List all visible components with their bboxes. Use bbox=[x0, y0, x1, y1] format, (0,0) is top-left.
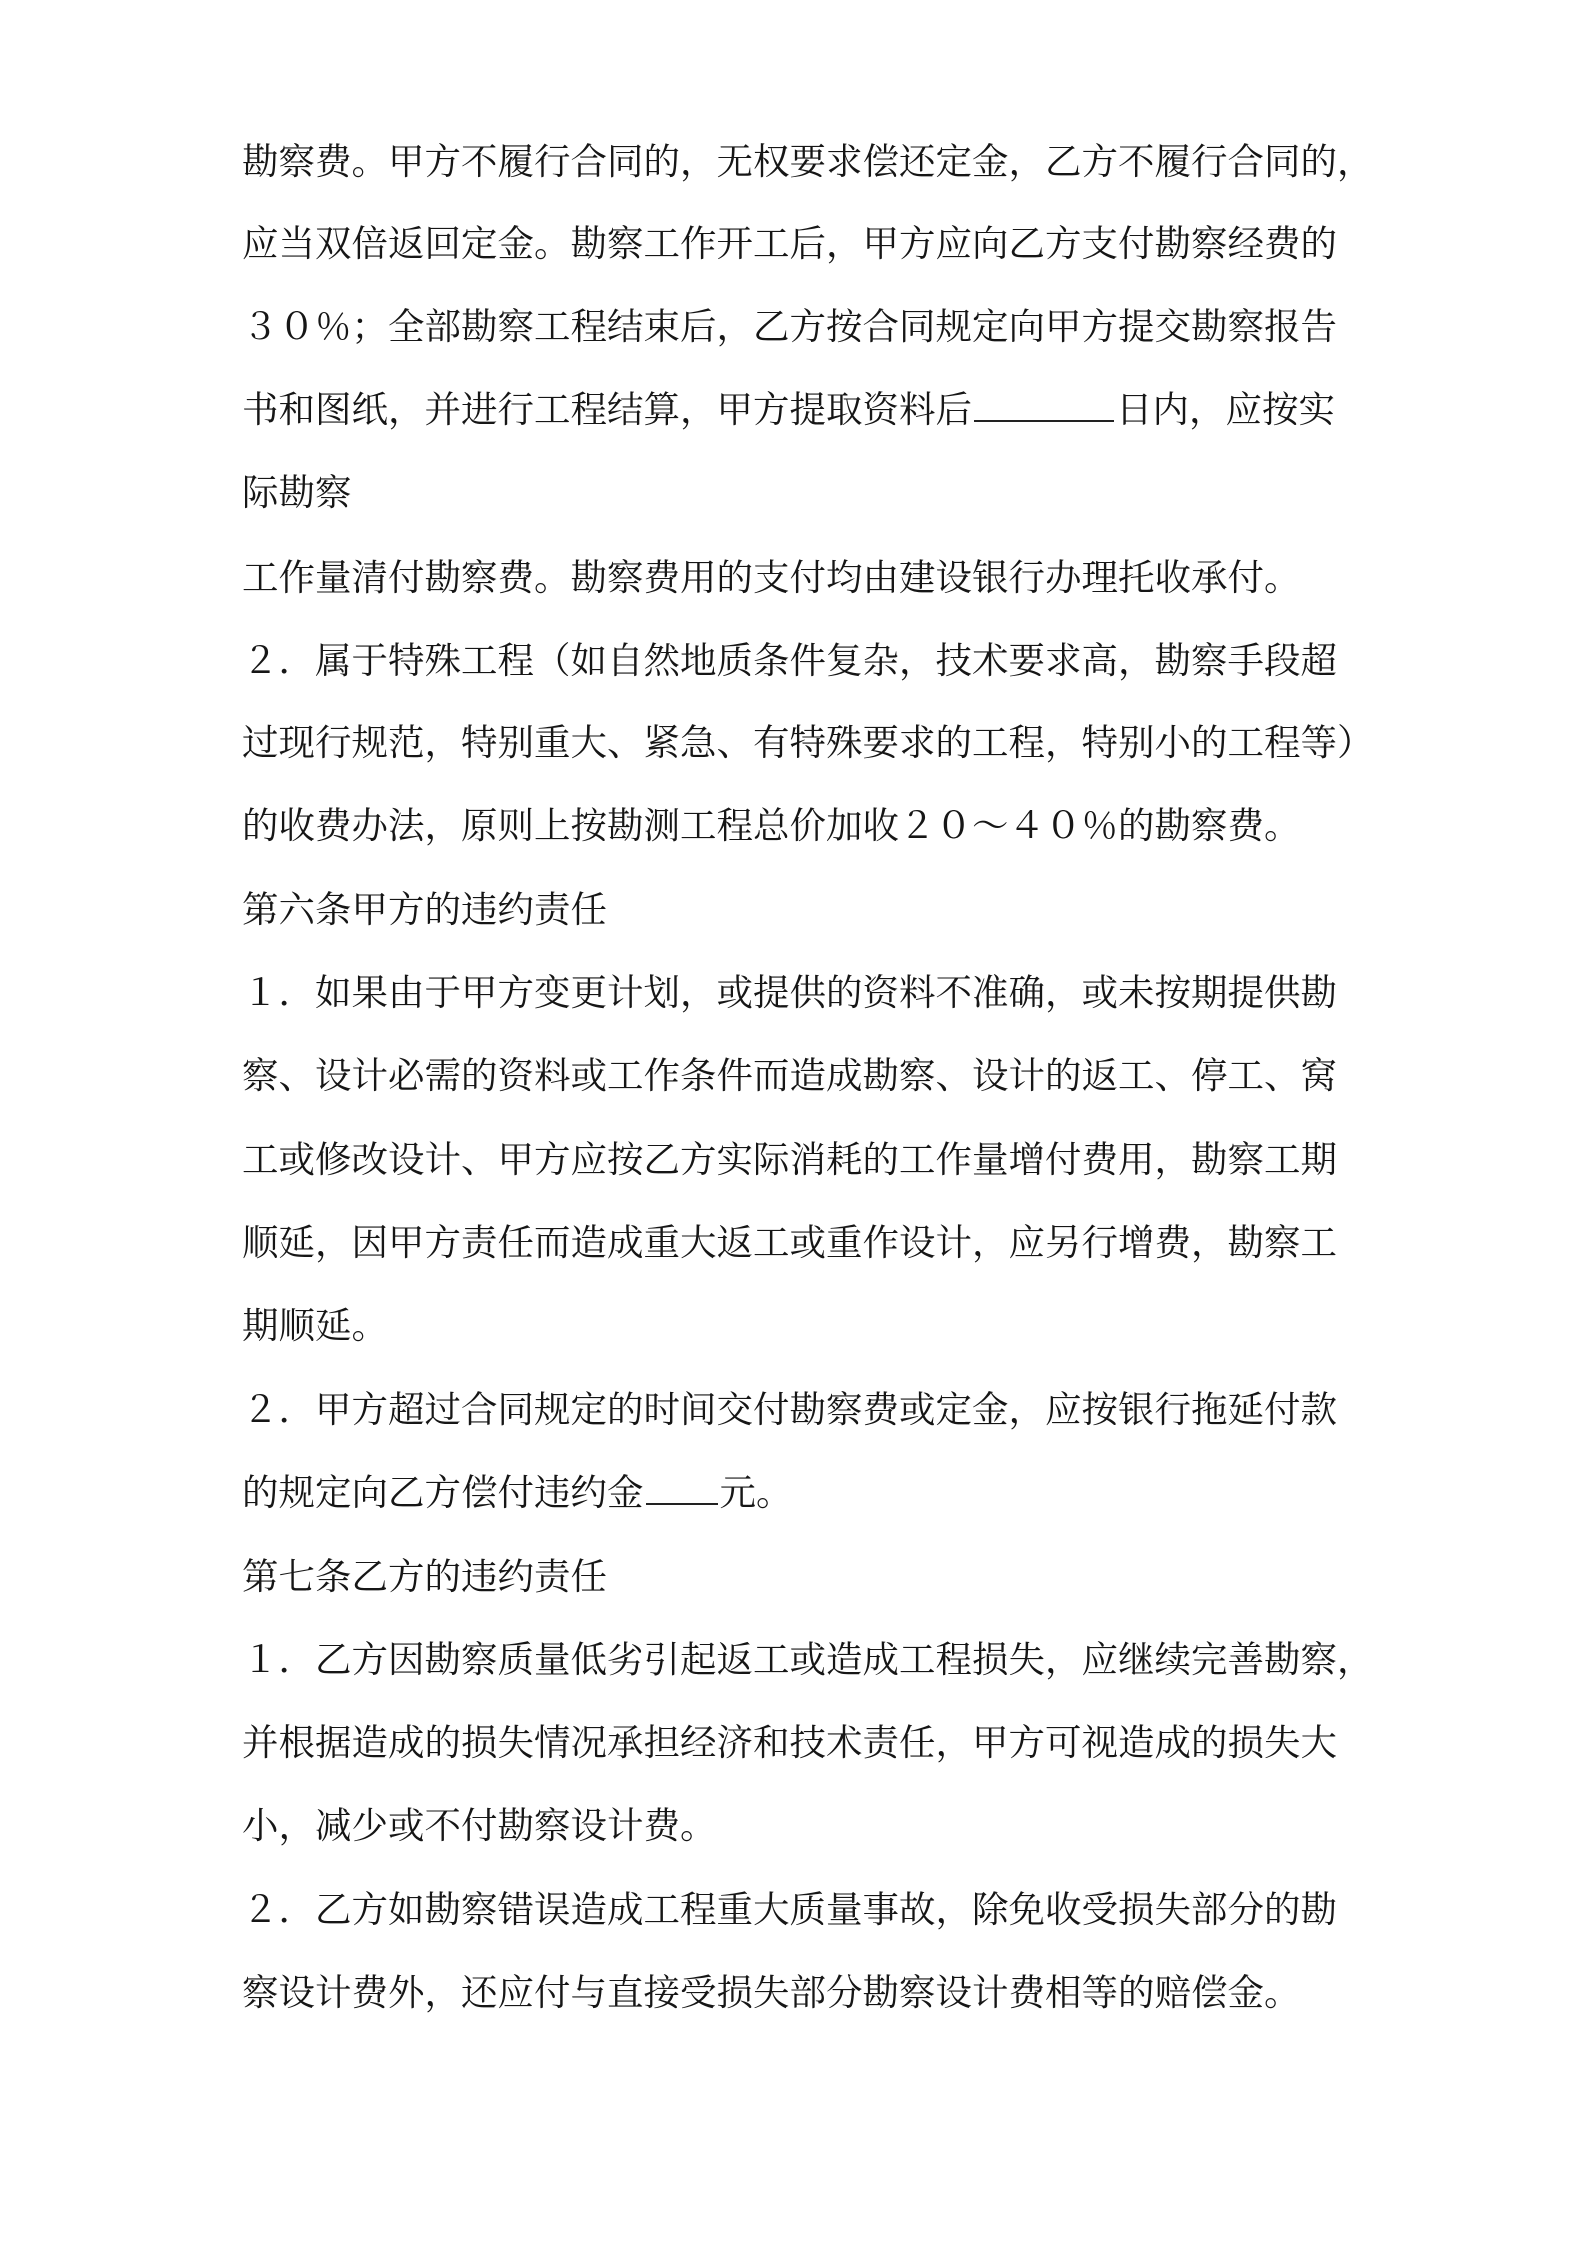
text-line: １．如果由于甲方变更计划，或提供的资料不准确，或未按期提供勘 bbox=[242, 971, 1337, 1014]
text-line: 过现行规范，特别重大、紧急、有特殊要求的工程，特别小的工程等） bbox=[242, 721, 1374, 764]
text-segment: 书和图纸，并进行工程结算，甲方提取资料后 bbox=[242, 388, 972, 431]
text-line: 小，减少或不付勘察设计费。 bbox=[242, 1804, 717, 1847]
text-line: 并根据造成的损失情况承担经济和技术责任，甲方可视造成的损失大 bbox=[242, 1721, 1337, 1764]
text-line: ２．甲方超过合同规定的时间交付勘察费或定金，应按银行拖延付款 bbox=[242, 1388, 1337, 1431]
text-line: １．乙方因勘察质量低劣引起返工或造成工程损失，应继续完善勘察， bbox=[242, 1638, 1374, 1681]
text-segment: 日内，应按实 bbox=[1116, 388, 1335, 431]
section-heading: 第六条甲方的违约责任 bbox=[242, 888, 607, 931]
text-line: ２．属于特殊工程（如自然地质条件复杂，技术要求高，勘察手段超 bbox=[242, 639, 1337, 682]
text-segment: 元。 bbox=[719, 1471, 793, 1514]
text-line: 应当双倍返回定金。勘察工作开工后，甲方应向乙方支付勘察经费的 bbox=[242, 222, 1337, 265]
text-line: 期顺延。 bbox=[242, 1304, 388, 1347]
text-line: 察、设计必需的资料或工作条件而造成勘察、设计的返工、停工、窝 bbox=[242, 1054, 1337, 1097]
text-line: ３０％；全部勘察工程结束后，乙方按合同规定向甲方提交勘察报告 bbox=[242, 305, 1337, 348]
text-line bbox=[242, 380, 1362, 440]
text-line: 勘察费。甲方不履行合同的，无权要求偿还定金，乙方不履行合同的， bbox=[242, 140, 1374, 183]
fill-in-blank bbox=[974, 386, 1114, 422]
text-segment: 的规定向乙方偿付违约金 bbox=[242, 1471, 644, 1514]
text-line: ２．乙方如勘察错误造成工程重大质量事故，除免收受损失部分的勘 bbox=[242, 1888, 1337, 1931]
text-line: 的收费办法，原则上按勘测工程总价加收２０～４０％的勘察费。 bbox=[242, 804, 1301, 847]
text-line: 顺延，因甲方责任而造成重大返工或重作设计，应另行增费，勘察工 bbox=[242, 1221, 1337, 1264]
text-line: 工或修改设计、甲方应按乙方实际消耗的工作量增付费用，勘察工期 bbox=[242, 1138, 1337, 1181]
fill-in-blank bbox=[646, 1469, 718, 1505]
text-line: 际勘察 bbox=[242, 471, 352, 514]
text-line bbox=[242, 1463, 1362, 1523]
section-heading: 第七条乙方的违约责任 bbox=[242, 1555, 607, 1598]
text-line: 工作量清付勘察费。勘察费用的支付均由建设银行办理托收承付。 bbox=[242, 556, 1301, 599]
text-line: 察设计费外，还应付与直接受损失部分勘察设计费相等的赔偿金。 bbox=[242, 1971, 1301, 2014]
